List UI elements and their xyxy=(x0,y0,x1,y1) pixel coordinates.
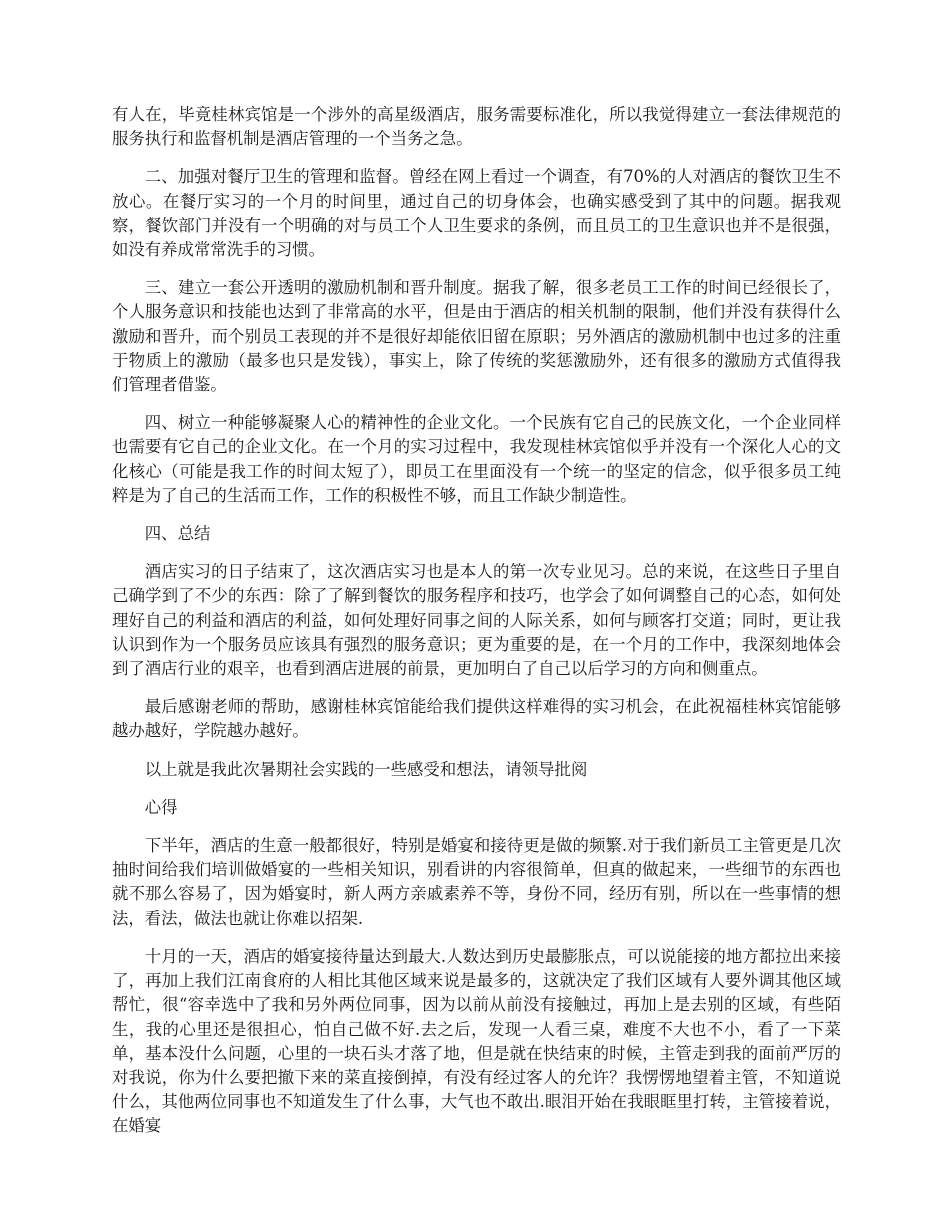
paragraph-second-half-year: 下半年，酒店的生意一般都很好，特别是婚宴和接待更是做的频繁.对于我们新员工主管更是几次抽时间给我们培训做婚宴的一些相关知识，别看讲的内容很简单，但真的做起来，一些细节的东西也就不那么容易了，因为婚宴时，新人两方亲戚素养不等，身份不同，经历有别，所以在一些事情的想法，看法，做法也就让你难以招架. xyxy=(112,836,841,928)
section-heading-reflection: 心得 xyxy=(144,797,178,817)
paragraph-incentive-mechanism: 三、建立一套公开透明的激励机制和晋升制度。据我了解，很多老员工工作的时间已经很长了，个人服务意识和技能也达到了非常高的水平，但是由于酒店的相关机制的限制，他们并没有获得什么激励和晋升，而个别员工表现的并不是很好却能依旧留在原职；另外酒店的激励机制中也过多的注重于物质上的激励（最多也只是发钱），事实上，除了传统的奖惩激励外，还有很多的激励方式值得我们管理者借鉴。 xyxy=(112,278,841,395)
section-heading-summary: 四、总结 xyxy=(144,524,211,544)
paragraph-closing: 以上就是我此次暑期社会实践的一些感受和想法，请领导批阅 xyxy=(144,759,588,779)
document-body xyxy=(112,103,841,1153)
paragraph-restaurant-hygiene: 二、加强对餐厅卫生的管理和监督。曾经在网上看过一个调查，有70%的人对酒店的餐饮卫生不放心。在餐厅实习的一个月的时间里，通过自己的切身体会，也确实感受到了其中的问题。据我观察，餐饮部门并没有一个明确的对与员工个人卫生要求的条例，而且员工的卫生意识也并不是很强，如没有养成常常洗手的习惯。 xyxy=(112,167,841,260)
paragraph-october-story: 十月的一天，酒店的婚宴接待量达到最大.人数达到历史最膨胀点，可以说能接的地方都拉出来接了，再加上我们江南食府的人相比其他区域来说是最多的，这就决定了我们区域有人要外调其他区域帮忙，很“容幸选中了我和另外两位同事，因为以前从前没有接触过，再加上是去别的区域，有些陌生，我的心里还是很担心，怕自己做不好.去之后，发现一人看三桌，难度不大也不小，看了一下菜单，基本没什么问题，心里的一块石头才落了地，但是就在快结束的时候，主管走到我的面前严厉的对我说，你为什么要把撤下来的菜直接倒掉，有没有经过客人的允许？我愣愣地望着主管，不知道说什么，其他两位同事也不知道发生了什么事，大气也不敢出.眼泪开始在我眼眶里打转，主管接着说，在婚宴 xyxy=(112,946,841,1136)
paragraph-summary: 酒店实习的日子结束了，这次酒店实习也是本人的第一次专业见习。总的来说，在这些日子里自己确学到了不少的东西：除了了解到餐饮的服务程序和技巧，也学会了如何调整自己的心态，如何处理好自己的利益和酒店的利益，如何处理好同事之间的人际关系，如何与顾客打交道；同时，更让我认识到作为一个服务员应该具有强烈的服务意识；更为重要的是，在一个月的工作中，我深刻地体会到了酒店行业的艰辛，也看到酒店进展的前景，更加明白了自己以后学习的方向和侧重点。 xyxy=(112,562,841,679)
paragraph-corporate-culture: 四、树立一种能够凝聚人心的精神性的企业文化。一个民族有它自己的民族文化，一个企业同样也需要有它自己的企业文化。在一个月的实习过程中，我发现桂林宾馆似乎并没有一个深化人心的文化核心（可能是我工作的时间太短了），即员工在里面没有一个统一的坚定的信念，似乎很多员工纯粹是为了自己的生活而工作，工作的积极性不够，而且工作缺少制造性。 xyxy=(112,413,841,505)
paragraph-thanks: 最后感谢老师的帮助，感谢桂林宾馆能给我们提供这样难得的实习机会，在此祝福桂林宾馆能够越办越好，学院越办越好。 xyxy=(112,697,841,741)
paragraph-intro-continuation: 有人在，毕竟桂林宾馆是一个涉外的高星级酒店，服务需要标准化，所以我觉得建立一套法律规范的服务执行和监督机制是酒店管理的一个当务之急。 xyxy=(112,105,841,149)
